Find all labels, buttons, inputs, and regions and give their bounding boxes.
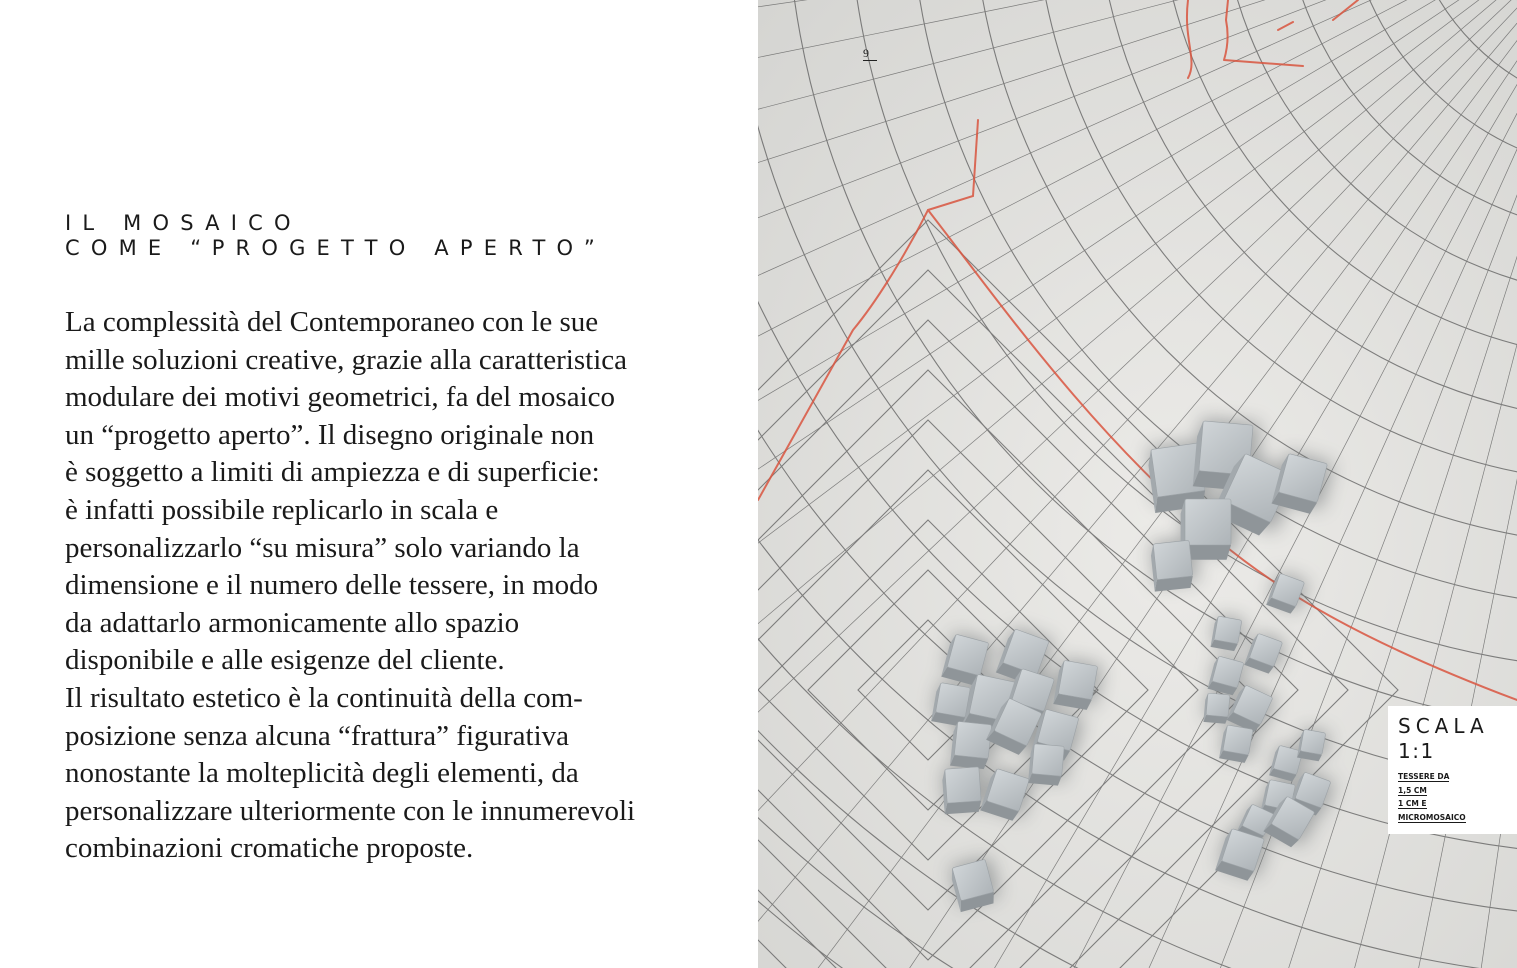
body-line: disponibile e alle esigenze del cliente. <box>65 644 505 677</box>
body-line: La complessità del Contemporaneo con le sue <box>65 306 599 338</box>
body-line: modulare dei motivi geometrici, fa del mosaico <box>65 381 616 414</box>
section-heading <box>65 211 606 261</box>
body-line: è soggetto a limiti di ampiezza e di superficie: <box>65 456 600 489</box>
body-line: mille soluzioni creative, grazie alla caratteristica <box>65 343 627 376</box>
scale-ratio: 1:1 <box>1398 739 1435 763</box>
body-line: è infatti possibile replicarlo in scala e <box>65 493 499 526</box>
body-line: Il risultato estetico è la continuità della com- <box>65 681 583 714</box>
body-line: nonostante la molteplicità degli elementi, da <box>65 757 579 790</box>
body-line: un “progetto aperto”. Il disegno originale non <box>65 418 595 451</box>
glass-tile <box>942 767 982 814</box>
left-page <box>0 0 758 968</box>
body-line: dimensione e il numero delle tessere, in modo <box>65 569 599 602</box>
body-line: posizione senza alcuna “frattura” figurativa <box>65 719 570 752</box>
glass-tile <box>1028 743 1064 785</box>
heading-line: COME “PROGETTO APERTO” <box>65 236 606 260</box>
body-line: personalizzarlo “su misura” solo variando la <box>65 531 580 564</box>
body-line: combinazioni cromatiche proposte. <box>65 832 474 865</box>
tile-size-list <box>1398 770 1466 824</box>
tile-size-item: 1 CM E <box>1398 799 1427 808</box>
tile-size-item: 1,5 CM <box>1398 785 1427 795</box>
scale-title: SCALA <box>1398 714 1489 738</box>
body-line: personalizzare ulteriormente con le innumerevoli <box>65 794 636 827</box>
tile-size-item: TESSERE DA <box>1398 772 1450 781</box>
scale-label-box <box>1388 706 1517 834</box>
heading-line: IL MOSAICO <box>65 211 302 235</box>
body-paragraph <box>65 304 725 868</box>
tile-size-item: MICROMOSAICO <box>1398 812 1466 822</box>
right-page <box>758 0 1517 968</box>
glass-tile <box>1150 540 1194 591</box>
glass-tile <box>950 721 992 770</box>
body-line: da adattarlo armonicamente allo spazio <box>65 606 520 639</box>
glass-tile <box>1203 693 1230 724</box>
page-number: 9 <box>863 47 877 61</box>
